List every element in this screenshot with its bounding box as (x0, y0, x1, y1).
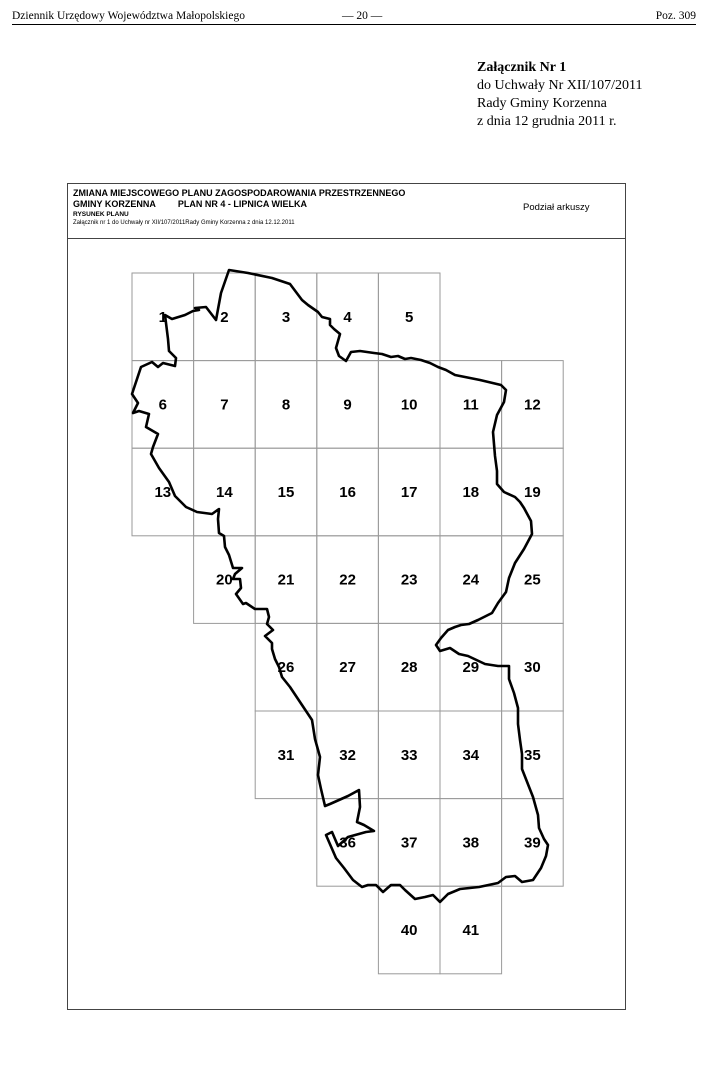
sheet-number-label: 23 (400, 571, 418, 589)
attachment-note: Załącznik nr 1 do Uchwały nr XII/107/2011Rady Gminy Korzenna z dnia 12.12.2011 (73, 220, 295, 226)
sheet-number-label: 40 (400, 922, 418, 939)
sheet-number-label: 14 (216, 484, 233, 501)
sheet-number-label: 12 (524, 396, 541, 414)
sheet-number-label: 27 (339, 659, 356, 677)
sheet-number-label: 33 (400, 746, 418, 764)
sheet-number-label: 5 (405, 308, 414, 326)
sheet-number-label: 20 (216, 571, 233, 589)
annex-council: Rady Gminy Korzenna (477, 96, 607, 111)
sheet-number-label: 15 (277, 484, 295, 501)
sheet-number-label: 17 (400, 484, 418, 501)
sheet-number-label: 7 (220, 396, 229, 414)
sheet-number-label: 38 (462, 834, 480, 852)
drawing-label: RYSUNEK PLANU (73, 211, 129, 218)
annex-date: z dnia 12 grudnia 2011 r. (477, 114, 617, 129)
sheet-number-label: 25 (524, 571, 541, 589)
sheet-number-label: 3 (281, 308, 291, 326)
sheet-number-label: 26 (277, 659, 295, 677)
journal-title: Dziennik Urzędowy Województwa Małopolskiego (12, 10, 245, 22)
sheet-number-label: 32 (339, 746, 356, 764)
page-number: — 20 — (342, 10, 383, 22)
sheet-number-label: 36 (339, 834, 356, 852)
sheet-grid (132, 273, 563, 974)
sheet-number-label: 6 (158, 396, 167, 414)
sheet-number-label: 1 (158, 308, 167, 326)
sheet-number-label: 4 (343, 308, 352, 326)
sheet-number-label: 35 (524, 746, 541, 764)
sheet-number-label: 8 (281, 396, 291, 414)
sheet-number-label: 24 (462, 571, 480, 589)
sheet-division-label: Podział arkuszy (523, 202, 590, 213)
sheet-number-label: 10 (400, 396, 418, 414)
sheet-grid-map (68, 184, 625, 1009)
sheet-number-label: 28 (400, 659, 418, 677)
sheet-number-label: 39 (524, 834, 541, 852)
annex-resolution: do Uchwały Nr XII/107/2011 (477, 78, 643, 93)
sheet-number-label: 37 (400, 834, 418, 852)
running-header (12, 8, 696, 25)
sheet-number-label: 29 (462, 659, 480, 677)
sheet-number-label: 9 (343, 396, 352, 414)
sheet-number-label: 13 (154, 484, 172, 501)
annex-block (477, 59, 643, 131)
sheet-number-label: 2 (220, 308, 229, 326)
sheet-number-label: 41 (462, 922, 480, 939)
sheet-number-label: 18 (462, 484, 480, 501)
municipality-name: GMINY KORZENNA (73, 199, 156, 209)
sheet-number-label: 11 (462, 396, 479, 414)
position-number: Poz. 309 (655, 10, 696, 22)
sheet-number-label: 19 (524, 484, 541, 501)
sheet-number-label: 34 (462, 746, 480, 764)
sheet-number-label: 16 (339, 484, 356, 501)
map-frame (67, 183, 626, 1010)
sheet-number-label: 21 (277, 571, 295, 589)
annex-title: Załącznik Nr 1 (477, 60, 567, 75)
map-title: ZMIANA MIEJSCOWEGO PLANU ZAGOSPODAROWANIA PRZESTRZENNEGO (73, 188, 406, 198)
plan-name: PLAN NR 4 - LIPNICA WIELKA (177, 199, 308, 209)
sheet-number-label: 22 (339, 571, 356, 589)
sheet-number-label: 30 (524, 659, 541, 677)
sheet-number-label: 31 (277, 746, 295, 764)
